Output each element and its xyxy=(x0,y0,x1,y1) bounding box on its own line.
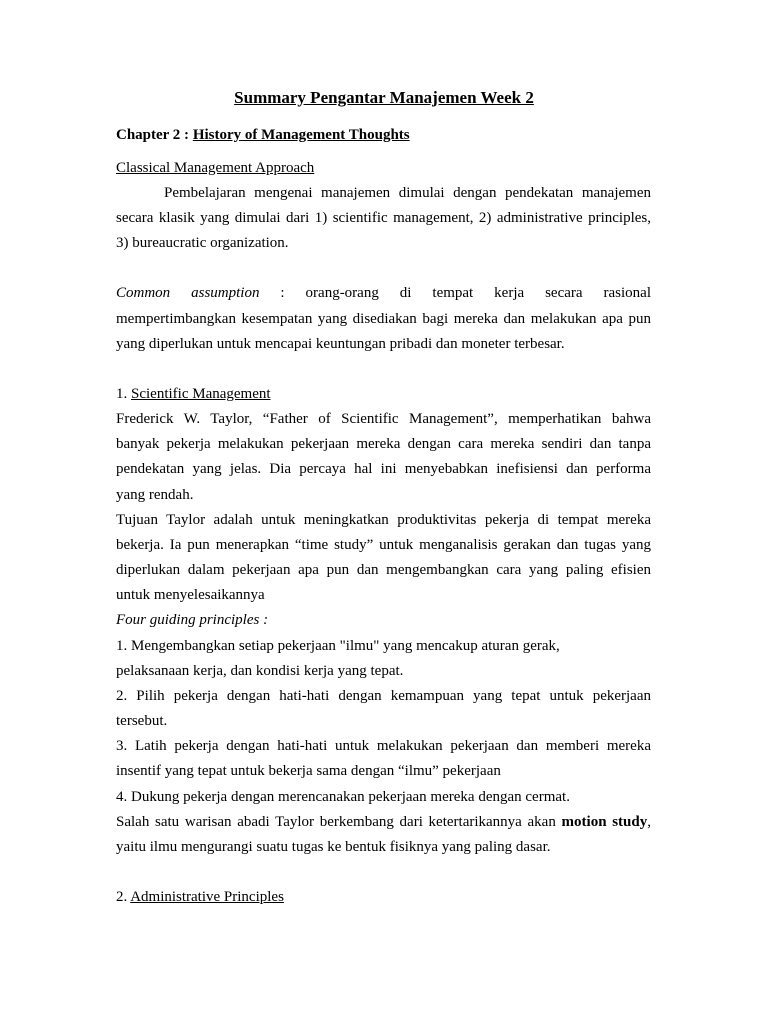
legacy-line-1 xyxy=(116,810,651,835)
principle-line-6: insentif yang tepat untuk bekerja sama dengan “ilmu” pekerjaan xyxy=(116,763,501,780)
chapter-prefix: Chapter 2 : xyxy=(116,127,193,143)
intro-line-1: Pembelajaran mengenai manajemen dimulai dengan pendekatan manajemen xyxy=(164,184,651,201)
legacy-line-2: yaitu ilmu mengurangi suatu tugas ke bentuk fisiknya yang paling dasar. xyxy=(116,838,551,855)
principle-line-5: 3. Latih pekerja dengan hati-hati untuk melakukan pekerjaan dan memberi mereka xyxy=(116,738,651,755)
principle-line-3: 2. Pilih pekerja dengan hati-hati dengan kemampuan yang tepat untuk pekerjaan xyxy=(116,687,651,704)
taylor-line-3: pendekatan yang jelas. Dia percaya hal ini menyebabkan inefisiensi dan performa xyxy=(116,461,651,478)
principle-line-2: pelaksanaan kerja, dan kondisi kerja yang tepat. xyxy=(116,662,404,679)
spacer xyxy=(116,860,651,885)
chapter-title: History of Management Thoughts xyxy=(192,127,410,143)
scientific-heading xyxy=(116,382,651,407)
assumption-label: Common assumption xyxy=(116,285,260,302)
legacy-text: Salah satu warisan abadi Taylor berkembang dari ketertarikannya akan xyxy=(116,813,562,830)
assumption-line-2: mempertimbangkan kesempatan yang disediakan bagi mereka dan melakukan apa pun xyxy=(116,310,651,327)
spacer xyxy=(116,256,651,281)
principle-line-7: 4. Dukung pekerja dengan merencanakan pekerjaan mereka dengan cermat. xyxy=(116,788,570,805)
taylor-line-2: banyak pekerja melakukan pekerjaan mereka dengan cara mereka sendiri dan tanpa xyxy=(116,436,651,453)
assumption-text: : orang-orang di tempat kerja secara rasional xyxy=(259,285,651,302)
administrative-heading-text: Administrative Principles xyxy=(130,889,284,906)
administrative-heading xyxy=(116,885,651,910)
section-heading-text: Classical Management Approach xyxy=(116,159,315,176)
goal-line-2: bekerja. Ia pun menerapkan “time study” untuk menganalisis gerakan dan tugas yang xyxy=(116,536,651,553)
spacer xyxy=(116,357,651,382)
administrative-number: 2. xyxy=(116,889,131,906)
intro-line-3: 3) bureaucratic organization. xyxy=(116,235,289,252)
principles-label xyxy=(116,608,651,633)
chapter-heading xyxy=(116,123,410,147)
legacy-punct: , xyxy=(647,813,651,830)
goal-line-4: untuk menyelesaikannya xyxy=(116,587,265,604)
scientific-heading-text: Scientific Management xyxy=(131,386,271,402)
goal-line-1: Tujuan Taylor adalah untuk meningkatkan produktivitas pekerja di tempat mereka xyxy=(116,511,651,528)
page-title: Summary Pengantar Manajemen Week 2 xyxy=(234,88,534,107)
document-body xyxy=(116,156,651,911)
principle-line-4: tersebut. xyxy=(116,713,168,730)
taylor-line-4: yang rendah. xyxy=(116,486,194,503)
intro-line-2: secara klasik yang dimulai dari 1) scientific management, 2) administrative principles, xyxy=(116,209,651,226)
legacy-bold-term: motion study xyxy=(561,813,648,830)
principle-line-1: 1. Mengembangkan setiap pekerjaan "ilmu" yang mencakup aturan gerak, xyxy=(116,637,560,654)
scientific-number: 1. xyxy=(116,386,131,402)
assumption-line-3: yang diperlukan untuk mencapai keuntungan pribadi dan moneter terbesar. xyxy=(116,335,565,352)
taylor-line-1: Frederick W. Taylor, “Father of Scientific Management”, memperhatikan bahwa xyxy=(116,411,651,428)
section-heading xyxy=(116,156,651,181)
principles-label-text: Four guiding principles : xyxy=(116,612,269,629)
assumption-line-1 xyxy=(116,281,651,306)
goal-line-3: diperlukan dalam pekerjaan apa pun dan mengembangkan cara yang paling efisien xyxy=(116,562,651,579)
